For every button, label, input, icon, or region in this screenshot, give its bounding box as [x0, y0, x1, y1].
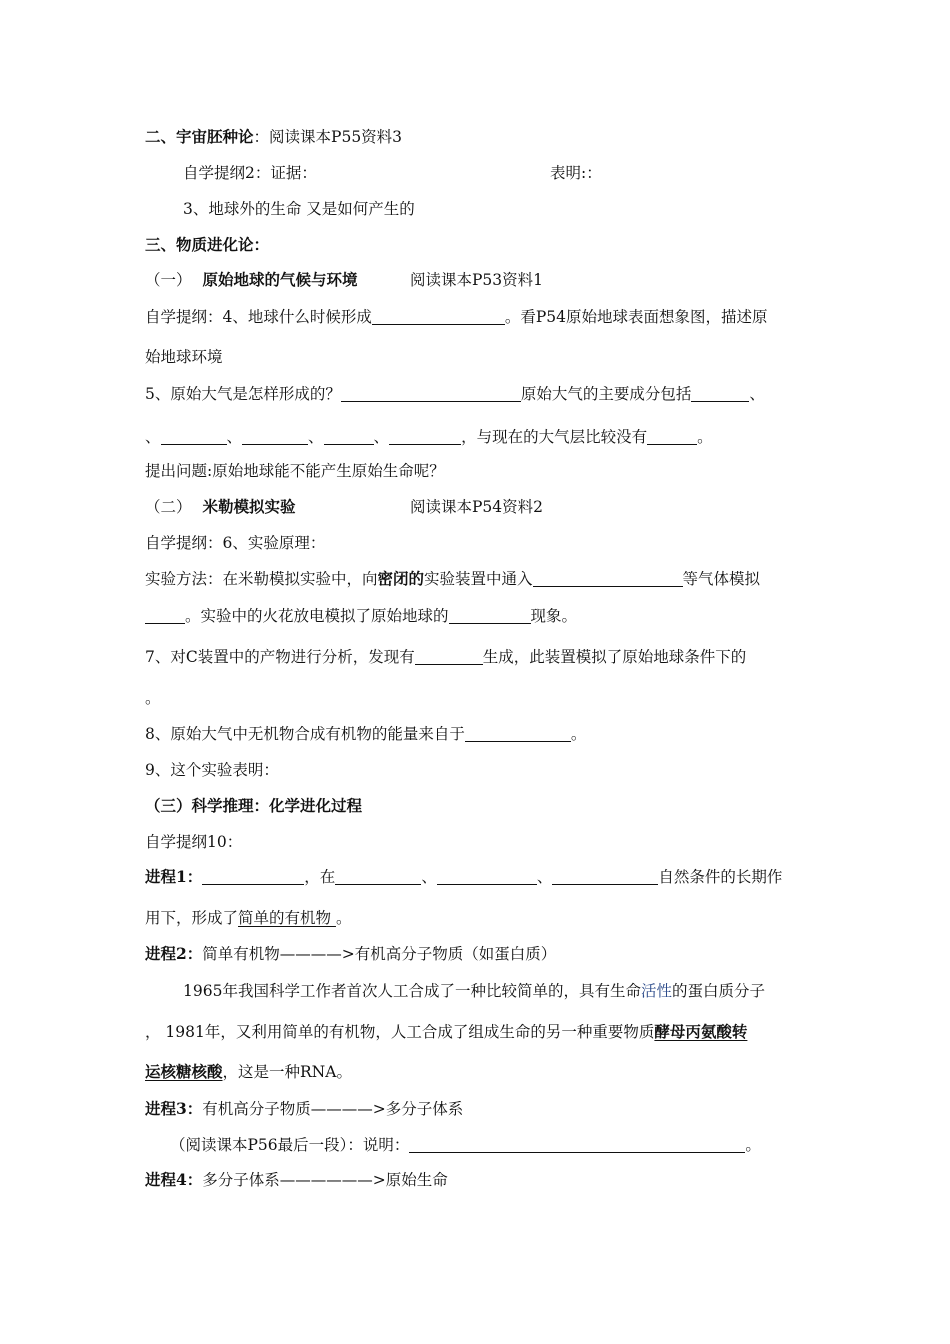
blank-field[interactable]	[324, 428, 374, 445]
reading-ref: 阅读课本P53资料1	[410, 271, 544, 289]
outline-10: 自学提纲10：	[145, 833, 243, 851]
section-3-heading: 三、物质进化论：	[145, 235, 270, 254]
separator: 、	[536, 868, 553, 886]
process-1	[145, 867, 782, 887]
section-2-heading	[145, 127, 402, 147]
method-text-4: 。实验中的火花放电模拟了原始地球的	[185, 607, 449, 625]
blank-field[interactable]	[409, 1136, 745, 1153]
subsection-1-heading	[145, 270, 544, 290]
underlined-answer: 运核糖核酸	[145, 1062, 223, 1081]
process-text: 多分子体系——————>原始生命	[202, 1171, 448, 1189]
blank-field[interactable]	[552, 868, 658, 885]
reading-ref: 阅读课本P54资料2	[410, 498, 544, 516]
note-text: （阅读课本P56最后一段）：说明：	[170, 1136, 410, 1154]
para-text: ， 1981年，又利用简单的有机物，人工合成了组成生命的另一种重要物质	[145, 1023, 655, 1041]
paragraph-1965	[183, 981, 765, 1001]
method-bold: 密闭的	[377, 569, 425, 588]
blank-field[interactable]	[335, 868, 421, 885]
separator: 、	[145, 428, 161, 446]
experiment-method	[145, 569, 760, 589]
underlined-answer: 简单的有机物	[238, 909, 336, 927]
q7-text: 7、对C装置中的产物进行分析，发现有	[145, 648, 415, 666]
method-text: 实验方法：在米勒模拟实验中，向	[145, 570, 378, 588]
blank-field[interactable]	[202, 868, 304, 885]
paragraph-1981-cont	[145, 1062, 352, 1082]
question-6: 自学提纲：6、实验原理：	[145, 534, 326, 552]
experiment-method-cont	[145, 606, 577, 626]
separator: 、	[421, 868, 437, 886]
subsection-num: （一）	[145, 271, 192, 289]
blank-field[interactable]	[145, 607, 185, 624]
separator: 、	[749, 385, 765, 403]
blank-field[interactable]	[242, 428, 308, 445]
para-text: 1965年我国科学工作者首次人工合成了一种比较简单的，具有生命	[183, 982, 641, 1000]
question-5-cont	[145, 427, 713, 447]
evidence-label: 自学提纲2：证据：	[183, 164, 317, 182]
process-label: 进程1：	[145, 867, 203, 886]
blank-field[interactable]	[437, 868, 537, 885]
process-4	[145, 1170, 448, 1190]
process-3	[145, 1099, 463, 1119]
blank-field[interactable]	[341, 385, 521, 402]
process-text: 有机高分子物质————>多分子体系	[202, 1100, 464, 1118]
para-text: ，这是一种RNA。	[222, 1063, 352, 1081]
reading-ref: 阅读课本P55资料3	[269, 128, 403, 146]
period: 。	[335, 909, 352, 927]
process-label: 进程2：	[145, 944, 203, 963]
separator: 、	[373, 428, 390, 446]
q5-text-2: 原始大气的主要成分包括	[520, 385, 692, 403]
blank-field[interactable]	[465, 725, 571, 742]
question-7	[145, 647, 746, 667]
q4-text-2: 。看P54原始地球表面想象图，描述原	[504, 308, 768, 326]
highlighted-word: 活性	[640, 982, 672, 1000]
method-text-2: 实验装置中通入	[424, 570, 533, 588]
outline-2	[183, 163, 602, 183]
section-title: 二、宇宙胚种论	[145, 127, 254, 146]
process-text: ，在	[304, 868, 336, 886]
separator: 、	[308, 428, 324, 446]
blank-field[interactable]	[372, 308, 505, 325]
q5-text-3: ，与现在的大气层比较没有	[461, 428, 648, 446]
question-7-cont: 。	[145, 689, 161, 707]
colon: ：	[253, 128, 270, 146]
blank-field[interactable]	[415, 648, 483, 665]
raise-question: 提出问题:原始地球能不能产生原始生命呢？	[145, 462, 445, 480]
method-text-3: 等气体模拟	[682, 570, 761, 588]
blank-field[interactable]	[161, 428, 227, 445]
blank-field[interactable]	[449, 607, 531, 624]
process-text-3: 用下，形成了	[145, 909, 239, 927]
process-text-2: 自然条件的长期作	[658, 868, 783, 886]
subsection-2-heading	[145, 497, 544, 517]
question-4	[145, 307, 768, 327]
q8-text: 8、原始大气中无机物合成有机物的能量来自于	[145, 725, 465, 743]
para-text-2: 的蛋白质分子	[671, 982, 765, 1000]
process-3-note	[170, 1135, 761, 1155]
question-3: 3、地球外的生命 又是如何产生的	[183, 200, 415, 218]
subsection-title: 原始地球的气候与环境	[202, 270, 358, 289]
method-text-5: 现象。	[530, 607, 578, 625]
question-4-cont: 始地球环境	[145, 348, 223, 366]
process-label: 进程4：	[145, 1170, 203, 1189]
process-1-cont	[145, 908, 351, 928]
blank-field[interactable]	[533, 570, 683, 587]
shows-label: 表明:：	[550, 164, 602, 182]
question-8	[145, 724, 586, 744]
subsection-title: 米勒模拟实验	[202, 497, 296, 516]
process-label: 进程3：	[145, 1099, 203, 1118]
underlined-answer: 酵母丙氨酸转	[654, 1022, 748, 1041]
period: 。	[570, 725, 587, 743]
q5-text: 5、原始大气是怎样形成的？	[145, 385, 341, 403]
q4-text: 自学提纲：4、地球什么时候形成	[145, 308, 372, 326]
process-text: 简单有机物————>有机高分子物质（如蛋白质）	[202, 945, 557, 963]
blank-field[interactable]	[389, 428, 461, 445]
subsection-3-heading: （三）科学推理：化学进化过程	[145, 796, 363, 815]
question-5	[145, 384, 765, 404]
period: 。	[745, 1136, 761, 1154]
period: 。	[697, 428, 713, 446]
blank-field[interactable]	[647, 428, 697, 445]
q7-text-2: 生成，此装置模拟了原始地球条件下的	[482, 648, 747, 666]
blank-field[interactable]	[691, 385, 749, 402]
separator: 、	[226, 428, 243, 446]
process-2	[145, 944, 556, 964]
paragraph-1981	[145, 1022, 747, 1042]
question-9: 9、这个实验表明：	[145, 761, 279, 779]
subsection-num: （二）	[145, 498, 192, 516]
